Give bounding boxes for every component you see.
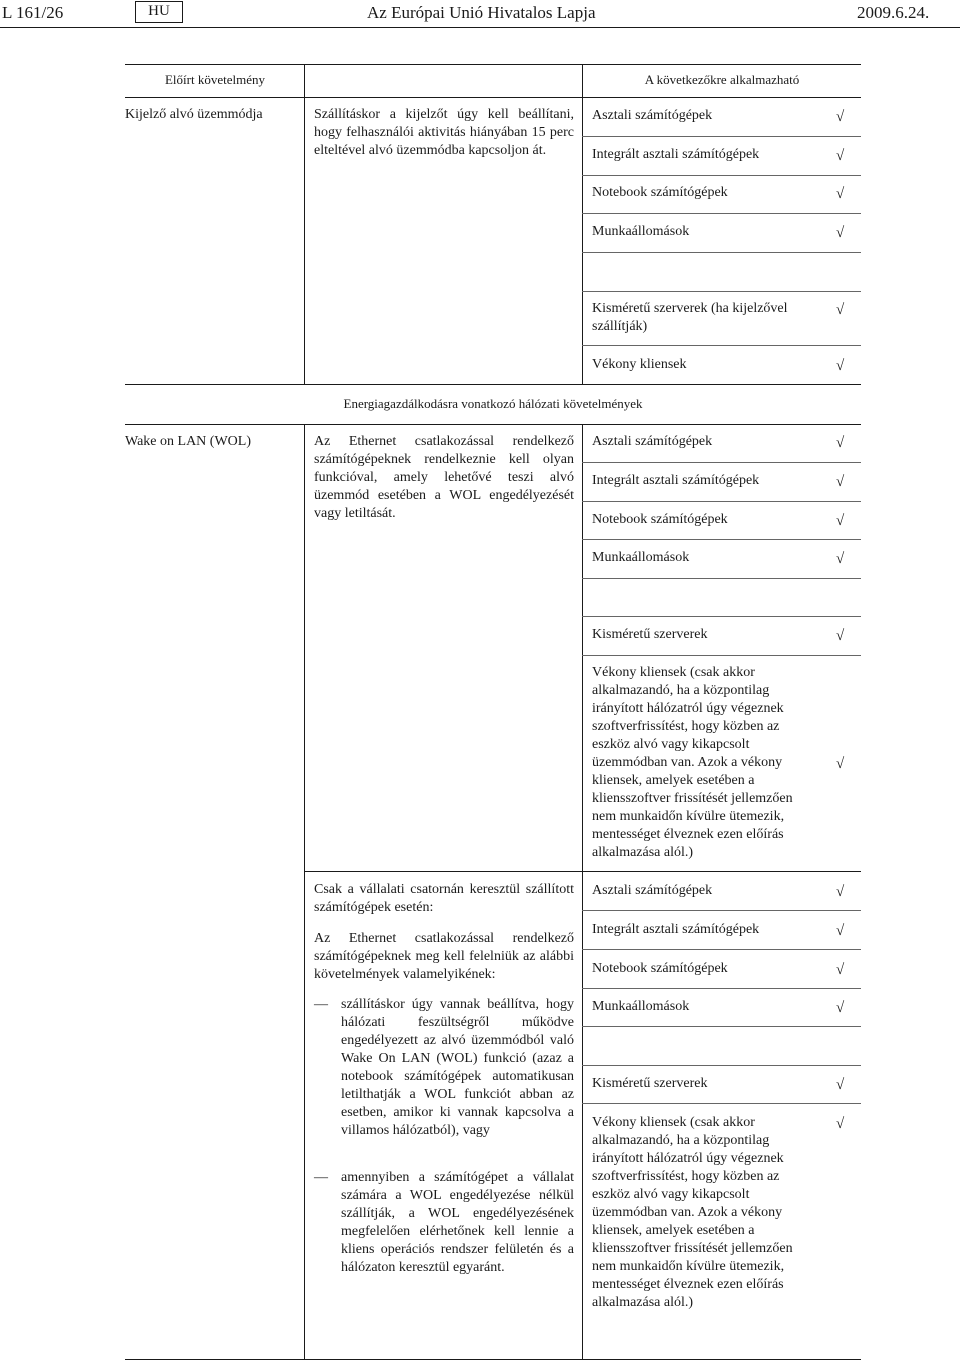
header-rule [0,27,960,28]
applies-item: Kisméretű szerverek [592,1076,708,1091]
journal-title: Az Európai Unió Hivatalos Lapja [367,3,596,22]
check-mark: √ [836,513,845,529]
check-mark: √ [836,302,845,318]
applies-item: Vékony kliensek (csak akkor alkalmazandó, ha a központilag irányított hálózatról úgy végeznek szoftverfrissítést, hogy közben az eszköz alvó vagy kikapcsolt üzemmódban van. Azok a vékony kliensek, amelyek esetében a kliensszoftver frissítését jellemzően nem munkaidőn kívülre ütemezik, mentességet élveznek ezen előírás alkalmazása alól.) [592,665,793,860]
applies-item: Notebook számítógépek [592,185,728,200]
corporate-lead: Az Ethernet csatlakozással rendelkező számítógépeknek meg kell felelniük az alábbi követelmények valamelyikének: [314,931,574,982]
page-reference: L 161/26 [2,3,64,22]
column-divider [304,424,305,1359]
row-rule [582,501,861,502]
applies-item: Notebook számítógépek [592,961,728,976]
row-rule [582,655,861,656]
column-header-requirement: Előírt követelmény [164,72,265,87]
applies-item: Asztali számítógépek [592,883,713,898]
row-rule [582,1026,861,1027]
row-rule [125,384,861,385]
corporate-intro: Csak a vállalati csatornán keresztül szállított számítógépek esetén: [314,882,574,915]
section-rule [125,424,861,425]
row-rule [582,1065,861,1066]
applies-item: Vékony kliensek [592,357,687,372]
check-mark: √ [836,884,845,900]
row-rule [304,871,861,872]
applies-item: Integrált asztali számítógépek [592,473,760,488]
row-rule [582,252,861,253]
check-mark: √ [836,474,845,490]
check-mark: √ [836,923,845,939]
check-mark: √ [836,1116,845,1132]
row-rule [582,462,861,463]
check-mark: √ [836,1077,845,1093]
applies-item: Integrált asztali számítógépek [592,147,760,162]
applies-item: Kisméretű szerverek [592,627,708,642]
row-rule [582,291,861,292]
applies-item: Asztali számítógépek [592,108,713,123]
applies-item: Munkaállomások [592,999,690,1014]
row-rule [582,213,861,214]
table-bottom-rule [125,1359,861,1360]
column-divider [304,64,305,384]
row-rule [582,1103,861,1104]
row-rule [582,539,861,540]
applies-item: Asztali számítógépek [592,434,713,449]
applies-item: Munkaállomások [592,224,690,239]
row-rule [582,345,861,346]
applies-item: Kisméretű szerverek (ha kijelzővel szállítják) [592,301,788,334]
check-mark: √ [836,551,845,567]
row-rule [582,988,861,989]
row-rule [582,175,861,176]
row-rule [582,136,861,137]
header-bottom-rule [125,97,861,98]
row-rule [582,910,861,911]
check-mark: √ [836,1000,845,1016]
check-mark: √ [836,358,845,374]
publication-date: 2009.6.24. [857,3,930,22]
language-badge: HU [135,1,183,23]
requirement-name: Kijelző alvó üzemmódja [125,107,263,122]
row-rule [582,949,861,950]
applies-item: Integrált asztali számítógépek [592,922,760,937]
check-mark: √ [836,148,845,164]
page-header [0,0,960,26]
list-dash: — [314,997,328,1012]
check-mark: √ [836,962,845,978]
column-divider [582,424,583,1359]
check-mark: √ [836,435,845,451]
applies-item: Notebook számítógépek [592,512,728,527]
row-rule [582,616,861,617]
list-item: amennyiben a számítógépet a vállalat számára a WOL engedélyezése nélkül szállítják, a WOL engedélyezésének megfelelően elérhetőnek kell lennie a kliens operációs rendszer felületén és a hálózaton keresztül egyaránt. [341,1170,574,1275]
column-divider [582,64,583,384]
requirement-description: Az Ethernet csatlakozással rendelkező számítógépeknek rendelkeznie kell olyan funkcióval, amely lehetővé teszi alvó üzemmód esetében a WOL engedélyezését vagy letiltását. [314,434,574,521]
list-dash: — [314,1170,328,1185]
list-item: szállításkor úgy vannak beállítva, hogy hálózati feszültségről működve engedélyezett az alvó üzemmódból való Wake On LAN (WOL) funkció (azaz a notebook számítógépek automatikusan letilthatják a WOL funkciót abban az esetben, amikor ki vannak kapcsolva a villamos hálózatból), vagy [341,997,574,1138]
column-header-applicable: A következőkre alkalmazható [644,72,800,87]
requirement-description: Szállításkor a kijelzőt úgy kell beállítani, hogy felhasználói aktivitás hiányában 15 perc elteltével alvó üzemmódba kapcsoljon át. [314,107,574,158]
applies-item: Munkaállomások [592,550,690,565]
row-rule [582,578,861,579]
applies-item: Vékony kliensek (csak akkor alkalmazandó, ha a központilag irányított hálózatról úgy végeznek szoftverfrissítést, hogy közben az eszköz alvó vagy kikapcsolt üzemmódban van. Azok a vékony kliensek, amelyek esetében a kliensszoftver frissítését jellemzően nem munkaidőn kívülre ütemezik, mentességet élveznek ezen előírás alkalmazása alól.) [592,1115,793,1310]
section-header: Energiagazdálkodásra vonatkozó hálózati követelmények [343,396,643,411]
table-top-rule [125,64,861,65]
requirement-name: Wake on LAN (WOL) [125,434,251,449]
check-mark: √ [836,628,845,644]
check-mark: √ [836,109,845,125]
check-mark: √ [836,756,845,772]
check-mark: √ [836,225,845,241]
check-mark: √ [836,186,845,202]
